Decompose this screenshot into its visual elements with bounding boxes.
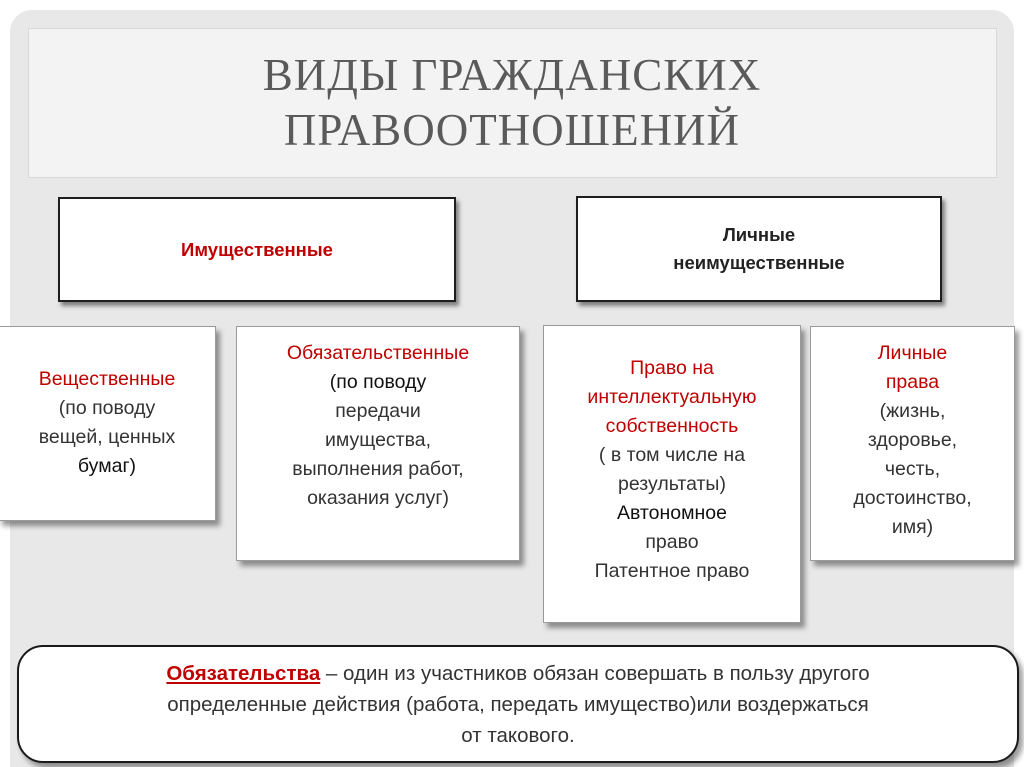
obligatory-relations-line3: передачи [335, 400, 421, 422]
real-relations-box [0, 326, 216, 521]
category-personal-line1: Личные [722, 224, 796, 245]
obligatory-relations-line6: оказания услуг) [307, 487, 449, 509]
intellectual-property-line5: результаты) [618, 473, 726, 495]
personal-rights-line3: (жизнь, [879, 400, 946, 422]
real-relations-line4: бумаг) [77, 455, 137, 477]
personal-rights-line2: права [885, 371, 940, 393]
real-relations-title: Вещественные [38, 368, 176, 390]
category-personal-box [576, 196, 942, 302]
definition-line-1 [19, 658, 1017, 689]
intellectual-property-line1: Право на [630, 357, 714, 379]
slide-title [0, 48, 1024, 158]
obligatory-relations-line4: имущества, [324, 429, 432, 451]
intellectual-property-box [543, 325, 801, 623]
intellectual-property-line7: право [645, 531, 699, 553]
intellectual-property-line6: Автономное [617, 502, 727, 524]
definition-term: Обязательства [166, 662, 321, 685]
definition-text-1: – один из участников обязан совершать в пользу другого [320, 662, 870, 685]
intellectual-property-line2: интеллектуальную [587, 386, 757, 408]
title-line-2: ПРАВООТНОШЕНИЙ [283, 105, 741, 155]
definition-text-2: определенные действия (работа, передать имущество)или воздержаться [167, 693, 869, 716]
personal-rights-line4: здоровье, [867, 429, 958, 451]
definition-text-3: от такового. [461, 724, 575, 747]
category-personal-line2: неимущественные [673, 252, 845, 273]
obligatory-relations-box [236, 326, 520, 561]
obligatory-relations-line5: выполнения работ, [292, 458, 464, 480]
category-property-box [58, 197, 456, 302]
personal-rights-line6: достоинство, [853, 487, 972, 509]
personal-rights-line1: Личные [877, 342, 948, 364]
title-line-1: ВИДЫ ГРАЖДАНСКИХ [262, 50, 762, 100]
definition-box [17, 645, 1019, 763]
personal-rights-line7: имя) [891, 516, 934, 538]
personal-rights-box [810, 326, 1015, 561]
intellectual-property-line4: ( в том числе на [598, 444, 746, 466]
obligatory-relations-line2: (по поводу [329, 371, 427, 393]
real-relations-line3: вещей, ценных [38, 426, 176, 448]
personal-rights-line5: честь, [884, 458, 941, 480]
intellectual-property-line3: собственность [605, 415, 739, 437]
intellectual-property-line8: Патентное право [594, 560, 750, 582]
category-property-label: Имущественные [181, 238, 333, 260]
obligatory-relations-title: Обязательственные [286, 342, 470, 364]
real-relations-line2: (по поводу [58, 397, 156, 419]
